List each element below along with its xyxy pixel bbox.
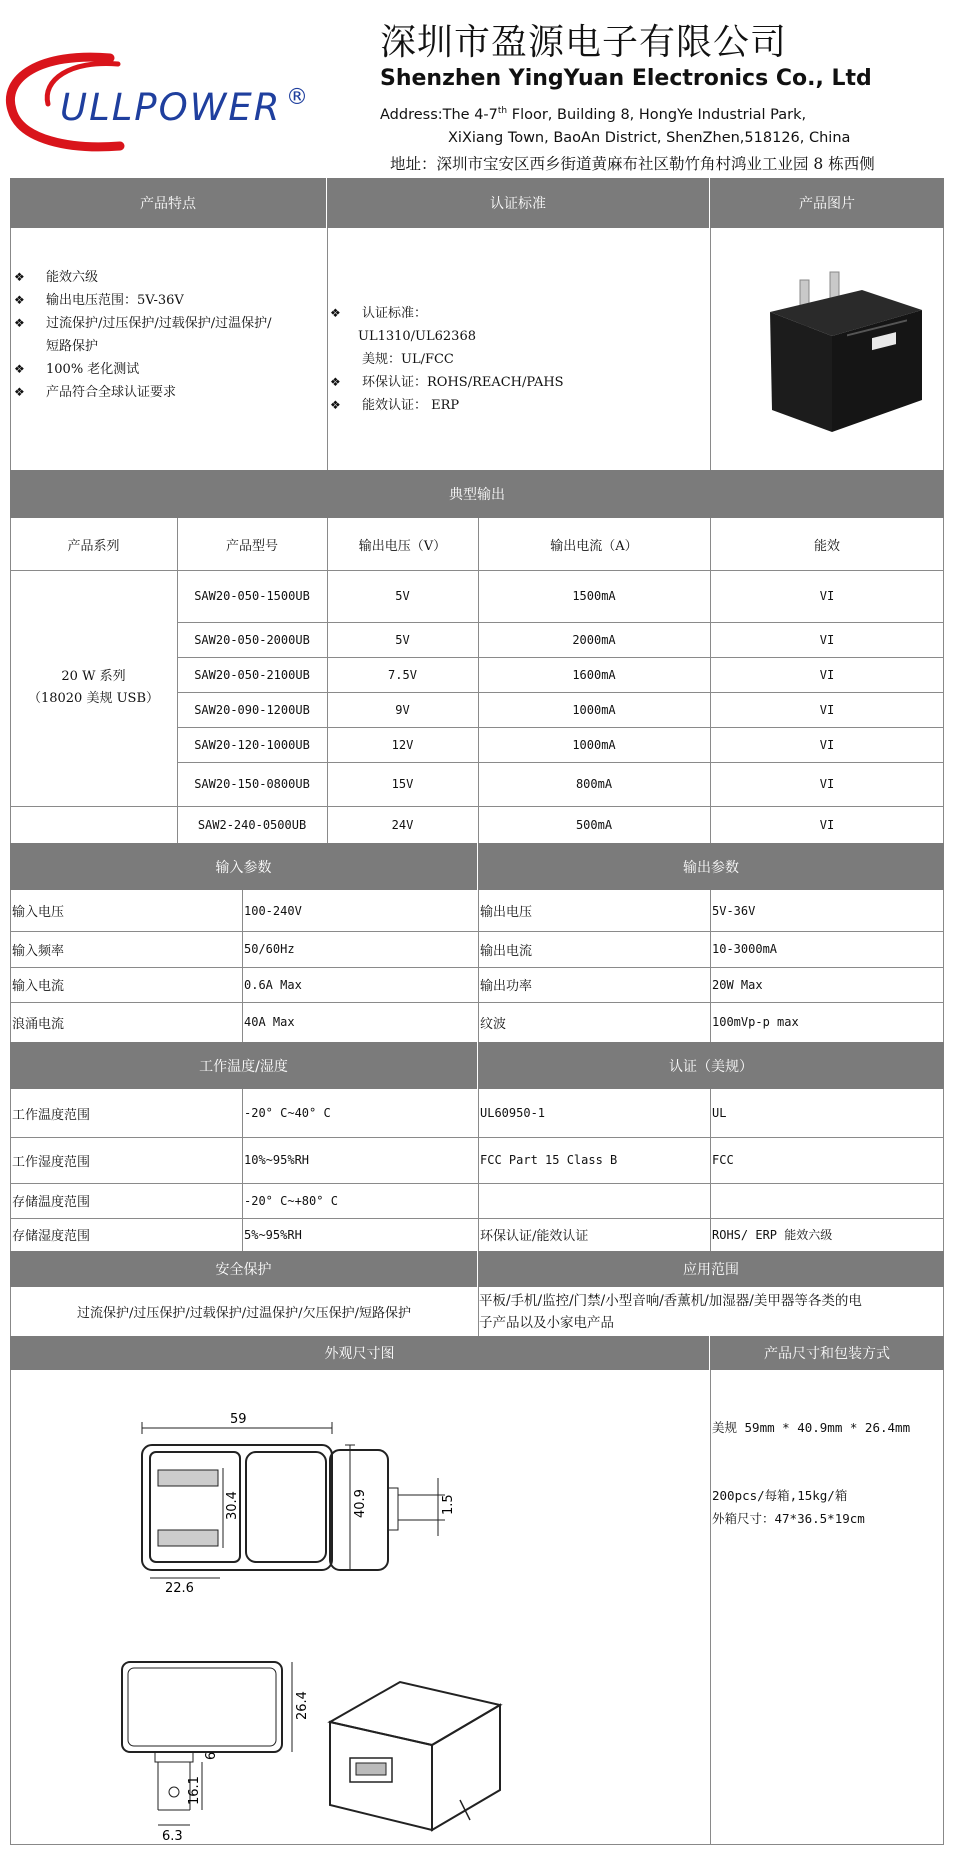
env-k1: 工作温度范围	[12, 1107, 91, 1123]
header-certification: 认证标准	[327, 178, 710, 228]
env-v2	[710, 1183, 944, 1218]
params-v1: 50/60Hz	[244, 942, 295, 956]
cert-list	[330, 302, 705, 417]
row-voltage: 12V	[391, 737, 414, 752]
address-en-line2: XiXiang Town, BaoAn District, ShenZhen,518126, China	[448, 130, 851, 146]
row-model: SAW20-050-2100UB	[194, 667, 310, 682]
params-k1: 输入电压	[12, 905, 65, 920]
cert-title: ❖ 认证标准：	[330, 302, 705, 325]
header-output-params: 输出参数	[478, 843, 944, 890]
header-cert-us: 认证（美规）	[478, 1042, 944, 1089]
dim-pin-spacing: 6.3	[162, 1829, 183, 1840]
row-voltage: 24V	[391, 817, 414, 832]
col-current: 输出电流（A）	[550, 538, 638, 554]
header-env: 工作温度/湿度	[10, 1042, 478, 1089]
header-typical-output: 典型输出	[10, 470, 944, 518]
col-series: 产品系列	[67, 538, 120, 554]
params-k2: 纹波	[480, 1016, 507, 1032]
dim-pin-width: 22.6	[165, 1581, 194, 1596]
logo-text: ULLPOWER	[60, 86, 282, 129]
row-model: SAW20-150-0800UB	[194, 777, 310, 791]
address-cn: 地址：深圳市宝安区西乡街道黄麻布社区勒竹角村鸿业工业园 8 栋西侧	[390, 155, 875, 173]
application-text: 平板/手机/监控/门禁/小型音响/香薰机/加湿器/美甲器等各类的电 子产品以及小家电产品	[479, 1292, 862, 1331]
env-k2: 环保认证/能效认证	[480, 1229, 589, 1244]
col-model: 产品型号	[225, 538, 278, 554]
env-k1: 工作湿度范围	[12, 1154, 91, 1170]
header-application: 应用范围	[478, 1251, 944, 1287]
feature-item-cont: 短路保护	[46, 339, 99, 354]
company-name-en: Shenzhen YingYuan Electronics Co., Ltd	[380, 66, 872, 91]
col-voltage: 输出电压（V）	[358, 538, 447, 554]
row-current: 1500mA	[572, 589, 616, 603]
feature-item: ❖ 100% 老化测试	[14, 358, 324, 381]
side-view	[330, 1450, 445, 1570]
feature-item: ❖ 输出电压范围：5V-36V	[14, 289, 324, 312]
row-current: 1600mA	[572, 667, 616, 682]
row-voltage: 15V	[391, 777, 414, 791]
params-k2: 输出功率	[480, 979, 533, 994]
feature-item: ❖ 能效六级	[14, 266, 324, 289]
row-current: 1000mA	[572, 702, 616, 717]
dim-pin-height: 30.4	[225, 1491, 240, 1520]
row-current: 2000mA	[572, 632, 616, 647]
row-efficiency: VI	[819, 777, 835, 791]
row-model: SAW20-050-2000UB	[194, 632, 310, 647]
bottom-view	[122, 1662, 292, 1825]
dim-pin-length: 16.1	[187, 1776, 202, 1805]
cert-item: ❖ 环保认证：ROHS/REACH/PAHS	[330, 371, 705, 394]
protection-text: 过流保护/过压保护/过载保护/过温保护/欠压保护/短路保护	[77, 1306, 411, 1321]
row-model: SAW20-050-1500UB	[194, 589, 310, 603]
env-v1: -20° C~+80° C	[244, 1193, 338, 1208]
dim-six: 6	[204, 1751, 219, 1760]
params-k1: 输入电流	[12, 979, 65, 994]
header-safety: 安全保护	[10, 1251, 478, 1287]
params-v1: 0.6A Max	[244, 977, 302, 992]
address-en-line1: Address:The 4-7th Floor, Building 8, HongYe Industrial Park,	[380, 106, 807, 123]
packing-qty: 200pcs/每箱,15kg/箱	[712, 1488, 848, 1503]
env-k2	[478, 1183, 710, 1218]
env-v2: UL	[712, 1106, 727, 1120]
params-v1: 40A Max	[244, 1015, 295, 1029]
env-k1: 存储湿度范围	[12, 1229, 91, 1244]
params-v2: 100mVp-p max	[712, 1015, 799, 1029]
row-voltage: 5V	[395, 589, 410, 603]
params-v2: 10-3000mA	[712, 942, 778, 956]
row-efficiency: VI	[819, 737, 835, 752]
logo-registered-mark: ®	[286, 85, 308, 110]
cert-item: ❖ 能效认证： ERP	[330, 394, 705, 417]
col-efficiency: 能效	[813, 538, 840, 554]
env-v1: -20° C~40° C	[244, 1106, 331, 1120]
params-k2: 输出电压	[480, 905, 533, 920]
row-current: 800mA	[575, 777, 613, 791]
iso-view	[330, 1682, 500, 1830]
header-product-image: 产品图片	[710, 178, 944, 228]
row-voltage: 9V	[395, 702, 410, 717]
row-model: SAW2-240-0500UB	[197, 817, 307, 832]
env-k1: 存储温度范围	[12, 1195, 91, 1210]
dim-height: 40.9	[353, 1489, 368, 1518]
company-logo	[0, 0, 340, 178]
row-voltage: 5V	[395, 632, 410, 647]
dimension-drawing	[120, 1380, 600, 1844]
cert-line: 美规：UL/FCC	[362, 352, 454, 367]
env-v1: 10%~95%RH	[244, 1153, 310, 1167]
header-input-params: 输入参数	[10, 843, 478, 890]
env-v1: 5%~95%RH	[244, 1227, 302, 1242]
product-size: 美规 59mm * 40.9mm * 26.4mm	[712, 1420, 911, 1435]
company-name-cn: 深圳市盈源电子有限公司	[380, 22, 788, 63]
row-current: 1000mA	[572, 737, 616, 752]
carton-size: 外箱尺寸：47*36.5*19cm	[712, 1511, 865, 1526]
row-model: SAW20-090-1200UB	[194, 702, 310, 717]
row-efficiency: VI	[819, 589, 835, 603]
dim-depth: 26.4	[295, 1691, 310, 1720]
feature-item: ❖ 过流保护/过压保护/过载保护/过温保护/	[14, 312, 324, 335]
env-v2: FCC	[712, 1153, 734, 1167]
header-packaging: 产品尺寸和包装方式	[710, 1336, 944, 1370]
cert-line: UL1310/UL62368	[358, 329, 476, 344]
params-v1: 100-240V	[244, 903, 302, 918]
row-voltage: 7.5V	[388, 667, 417, 682]
env-k2: UL60950-1	[480, 1106, 546, 1120]
header-dimensions: 外观尺寸图	[10, 1336, 710, 1370]
row-efficiency: VI	[819, 632, 835, 647]
env-k2: FCC Part 15 Class B	[480, 1153, 618, 1167]
row-efficiency: VI	[819, 817, 835, 832]
product-photo	[752, 250, 932, 454]
params-k1: 浪涌电流	[12, 1016, 65, 1032]
row-efficiency: VI	[819, 702, 835, 717]
params-v2: 5V-36V	[712, 903, 756, 918]
row-current: 500mA	[575, 817, 613, 832]
params-k2: 输出电流	[480, 943, 533, 959]
row-model: SAW20-120-1000UB	[194, 737, 310, 752]
feature-item: ❖ 产品符合全球认证要求	[14, 381, 324, 404]
dim-width: 59	[230, 1412, 247, 1427]
params-v2: 20W Max	[712, 977, 763, 992]
params-k1: 输入频率	[12, 943, 65, 959]
header-features: 产品特点	[10, 178, 327, 228]
dim-pin-thickness: 1.5	[441, 1494, 456, 1515]
front-view	[142, 1422, 355, 1578]
features-list	[14, 266, 324, 404]
env-v2: ROHS/ ERP 能效六级	[712, 1228, 833, 1242]
series-cell: 20 W 系列 （18020 美规 USB）	[27, 669, 160, 706]
row-efficiency: VI	[819, 667, 835, 682]
